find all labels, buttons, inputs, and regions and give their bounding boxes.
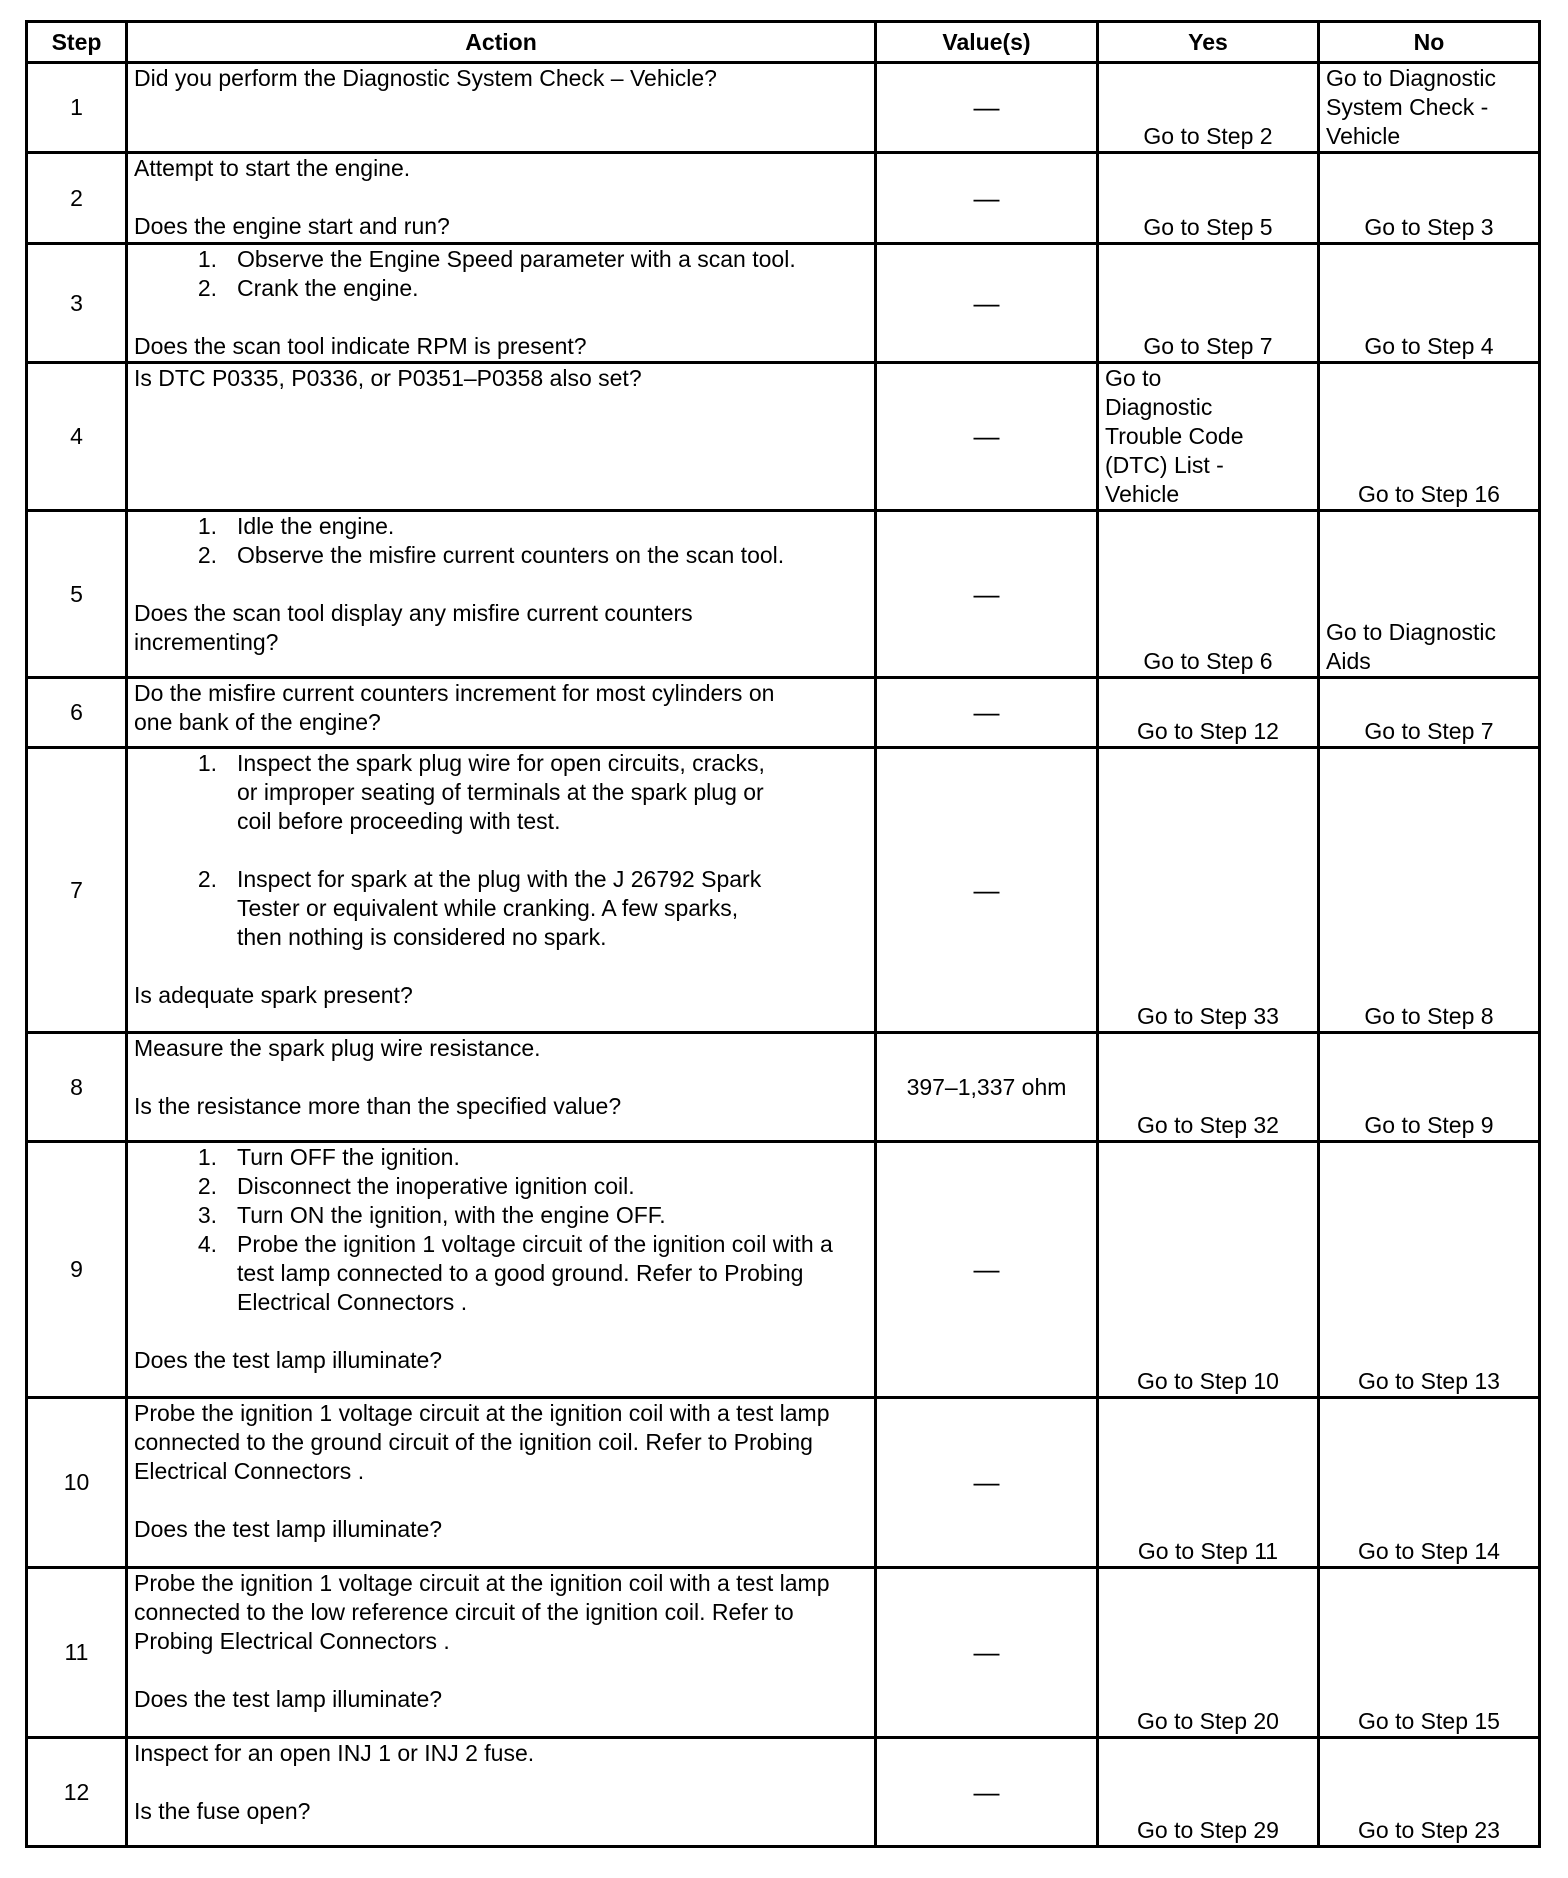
action-cell — [127, 363, 876, 511]
no-cell: Go to Step 14 — [1319, 1398, 1540, 1568]
step-number: 6 — [27, 678, 127, 748]
list-item: 2. Observe the misfire current counters on the scan tool. — [197, 542, 785, 568]
no-cell: Go to Step 3 — [1319, 153, 1540, 244]
list-item: 2. Crank the engine. — [197, 275, 419, 301]
action-cell — [127, 1142, 876, 1398]
table-row — [27, 363, 1540, 511]
header-row — [27, 22, 1540, 63]
value-cell: — — [876, 153, 1098, 244]
no-cell: Go to Step 23 — [1319, 1738, 1540, 1847]
action-cell — [127, 1398, 876, 1568]
list-item: 2. Disconnect the inoperative ignition coil. — [197, 1173, 635, 1199]
list-item: 3. Turn ON the ignition, with the engine OFF. — [197, 1202, 666, 1228]
action-cell — [127, 244, 876, 363]
action-intro: Attempt to start the engine. — [134, 155, 411, 181]
step-number: 4 — [27, 363, 127, 511]
no-cell: Go to Diagnostic System Check - Vehicle — [1319, 63, 1540, 153]
action-steps — [134, 512, 868, 570]
no-cell: Go to Step 9 — [1319, 1033, 1540, 1142]
action-question: Does the scan tool indicate RPM is present? — [134, 333, 587, 359]
value-cell: — — [876, 1398, 1098, 1568]
header-values: Value(s) — [876, 22, 1098, 63]
table-row — [27, 1033, 1540, 1142]
action-question: Did you perform the Diagnostic System Check – Vehicle? — [134, 65, 717, 91]
list-item: 1. Idle the engine. — [197, 513, 395, 539]
no-cell: Go to Step 16 — [1319, 363, 1540, 511]
yes-cell: Go to Step 29 — [1098, 1738, 1319, 1847]
action-question: Is adequate spark present? — [134, 982, 413, 1008]
value-cell: — — [876, 1142, 1098, 1398]
yes-cell: Go to Step 7 — [1098, 244, 1319, 363]
value-cell: — — [876, 363, 1098, 511]
yes-cell: Go to Step 6 — [1098, 511, 1319, 678]
step-number: 10 — [27, 1398, 127, 1568]
table-row — [27, 1738, 1540, 1847]
list-item: 1. Inspect the spark plug wire for open circuits, cracks, or improper seating of terminals at the spark plug or coil before proceeding with test. — [197, 750, 765, 834]
header-yes: Yes — [1098, 22, 1319, 63]
list-item: 4. Probe the ignition 1 voltage circuit of the ignition coil with a test lamp connected to a good ground. Refer to Probing Electrical Connectors . — [197, 1231, 833, 1315]
action-question: Is the resistance more than the specified value? — [134, 1093, 622, 1119]
table-row — [27, 678, 1540, 748]
action-question: Does the test lamp illuminate? — [134, 1347, 443, 1373]
action-question: Is DTC P0335, P0336, or P0351–P0358 also set? — [134, 365, 642, 391]
step-number: 2 — [27, 153, 127, 244]
action-steps — [134, 749, 868, 952]
value-cell: 397–1,337 ohm — [876, 1033, 1098, 1142]
no-cell: Go to Step 15 — [1319, 1568, 1540, 1738]
action-intro: Measure the spark plug wire resistance. — [134, 1035, 541, 1061]
action-steps — [134, 245, 868, 303]
table-row — [27, 511, 1540, 678]
table-row — [27, 1568, 1540, 1738]
table-row — [27, 244, 1540, 363]
list-item: 1. Turn OFF the ignition. — [197, 1144, 460, 1170]
yes-cell: Go to Step 33 — [1098, 748, 1319, 1033]
action-intro: Inspect for an open INJ 1 or INJ 2 fuse. — [134, 1740, 535, 1766]
value-cell: — — [876, 63, 1098, 153]
table-row — [27, 153, 1540, 244]
value-cell: — — [876, 1738, 1098, 1847]
action-question: Do the misfire current counters increment for most cylinders on one bank of the engine? — [134, 680, 775, 735]
action-cell — [127, 511, 876, 678]
table-row — [27, 748, 1540, 1033]
step-number: 8 — [27, 1033, 127, 1142]
no-cell: Go to Diagnostic Aids — [1319, 511, 1540, 678]
action-question: Does the engine start and run? — [134, 213, 450, 239]
step-number: 12 — [27, 1738, 127, 1847]
action-question: Is the fuse open? — [134, 1798, 311, 1824]
action-cell — [127, 678, 876, 748]
table-row — [27, 1142, 1540, 1398]
yes-cell: Go to Diagnostic Trouble Code (DTC) List - Vehicle — [1098, 363, 1319, 511]
yes-cell: Go to Step 2 — [1098, 63, 1319, 153]
action-question: Does the scan tool display any misfire current counters incrementing? — [134, 600, 693, 655]
step-number: 9 — [27, 1142, 127, 1398]
table-row — [27, 63, 1540, 153]
header-action: Action — [127, 22, 876, 63]
step-number: 5 — [27, 511, 127, 678]
value-cell: — — [876, 678, 1098, 748]
action-cell — [127, 1033, 876, 1142]
table-row — [27, 1398, 1540, 1568]
no-cell: Go to Step 4 — [1319, 244, 1540, 363]
list-item: 1. Observe the Engine Speed parameter with a scan tool. — [197, 246, 796, 272]
yes-cell: Go to Step 32 — [1098, 1033, 1319, 1142]
action-question: Does the test lamp illuminate? — [134, 1686, 443, 1712]
action-cell — [127, 1738, 876, 1847]
step-number: 3 — [27, 244, 127, 363]
yes-cell: Go to Step 5 — [1098, 153, 1319, 244]
value-cell: — — [876, 1568, 1098, 1738]
header-no: No — [1319, 22, 1540, 63]
diagnostic-table — [25, 20, 1541, 1848]
yes-cell: Go to Step 10 — [1098, 1142, 1319, 1398]
yes-cell: Go to Step 20 — [1098, 1568, 1319, 1738]
action-cell — [127, 748, 876, 1033]
no-cell: Go to Step 13 — [1319, 1142, 1540, 1398]
step-number: 1 — [27, 63, 127, 153]
action-question: Does the test lamp illuminate? — [134, 1516, 443, 1542]
action-cell — [127, 153, 876, 244]
no-cell: Go to Step 7 — [1319, 678, 1540, 748]
no-cell: Go to Step 8 — [1319, 748, 1540, 1033]
action-cell — [127, 1568, 876, 1738]
header-step: Step — [27, 22, 127, 63]
list-item: 2. Inspect for spark at the plug with the J 26792 Spark Tester or equivalent while cranking. A few sparks, then nothing is considered no spark. — [197, 866, 762, 950]
value-cell: — — [876, 748, 1098, 1033]
yes-cell: Go to Step 11 — [1098, 1398, 1319, 1568]
value-cell: — — [876, 511, 1098, 678]
action-intro: Probe the ignition 1 voltage circuit at the ignition coil with a test lamp connected to the low reference circuit of the ignition coil. Refer to Probing Electrical Connectors . — [134, 1570, 830, 1654]
action-intro: Probe the ignition 1 voltage circuit at the ignition coil with a test lamp connected to the ground circuit of the ignition coil. Refer to Probing Electrical Connectors . — [134, 1400, 830, 1484]
step-number: 7 — [27, 748, 127, 1033]
action-steps — [134, 1143, 868, 1317]
value-cell: — — [876, 244, 1098, 363]
step-number: 11 — [27, 1568, 127, 1738]
yes-cell: Go to Step 12 — [1098, 678, 1319, 748]
action-cell — [127, 63, 876, 153]
